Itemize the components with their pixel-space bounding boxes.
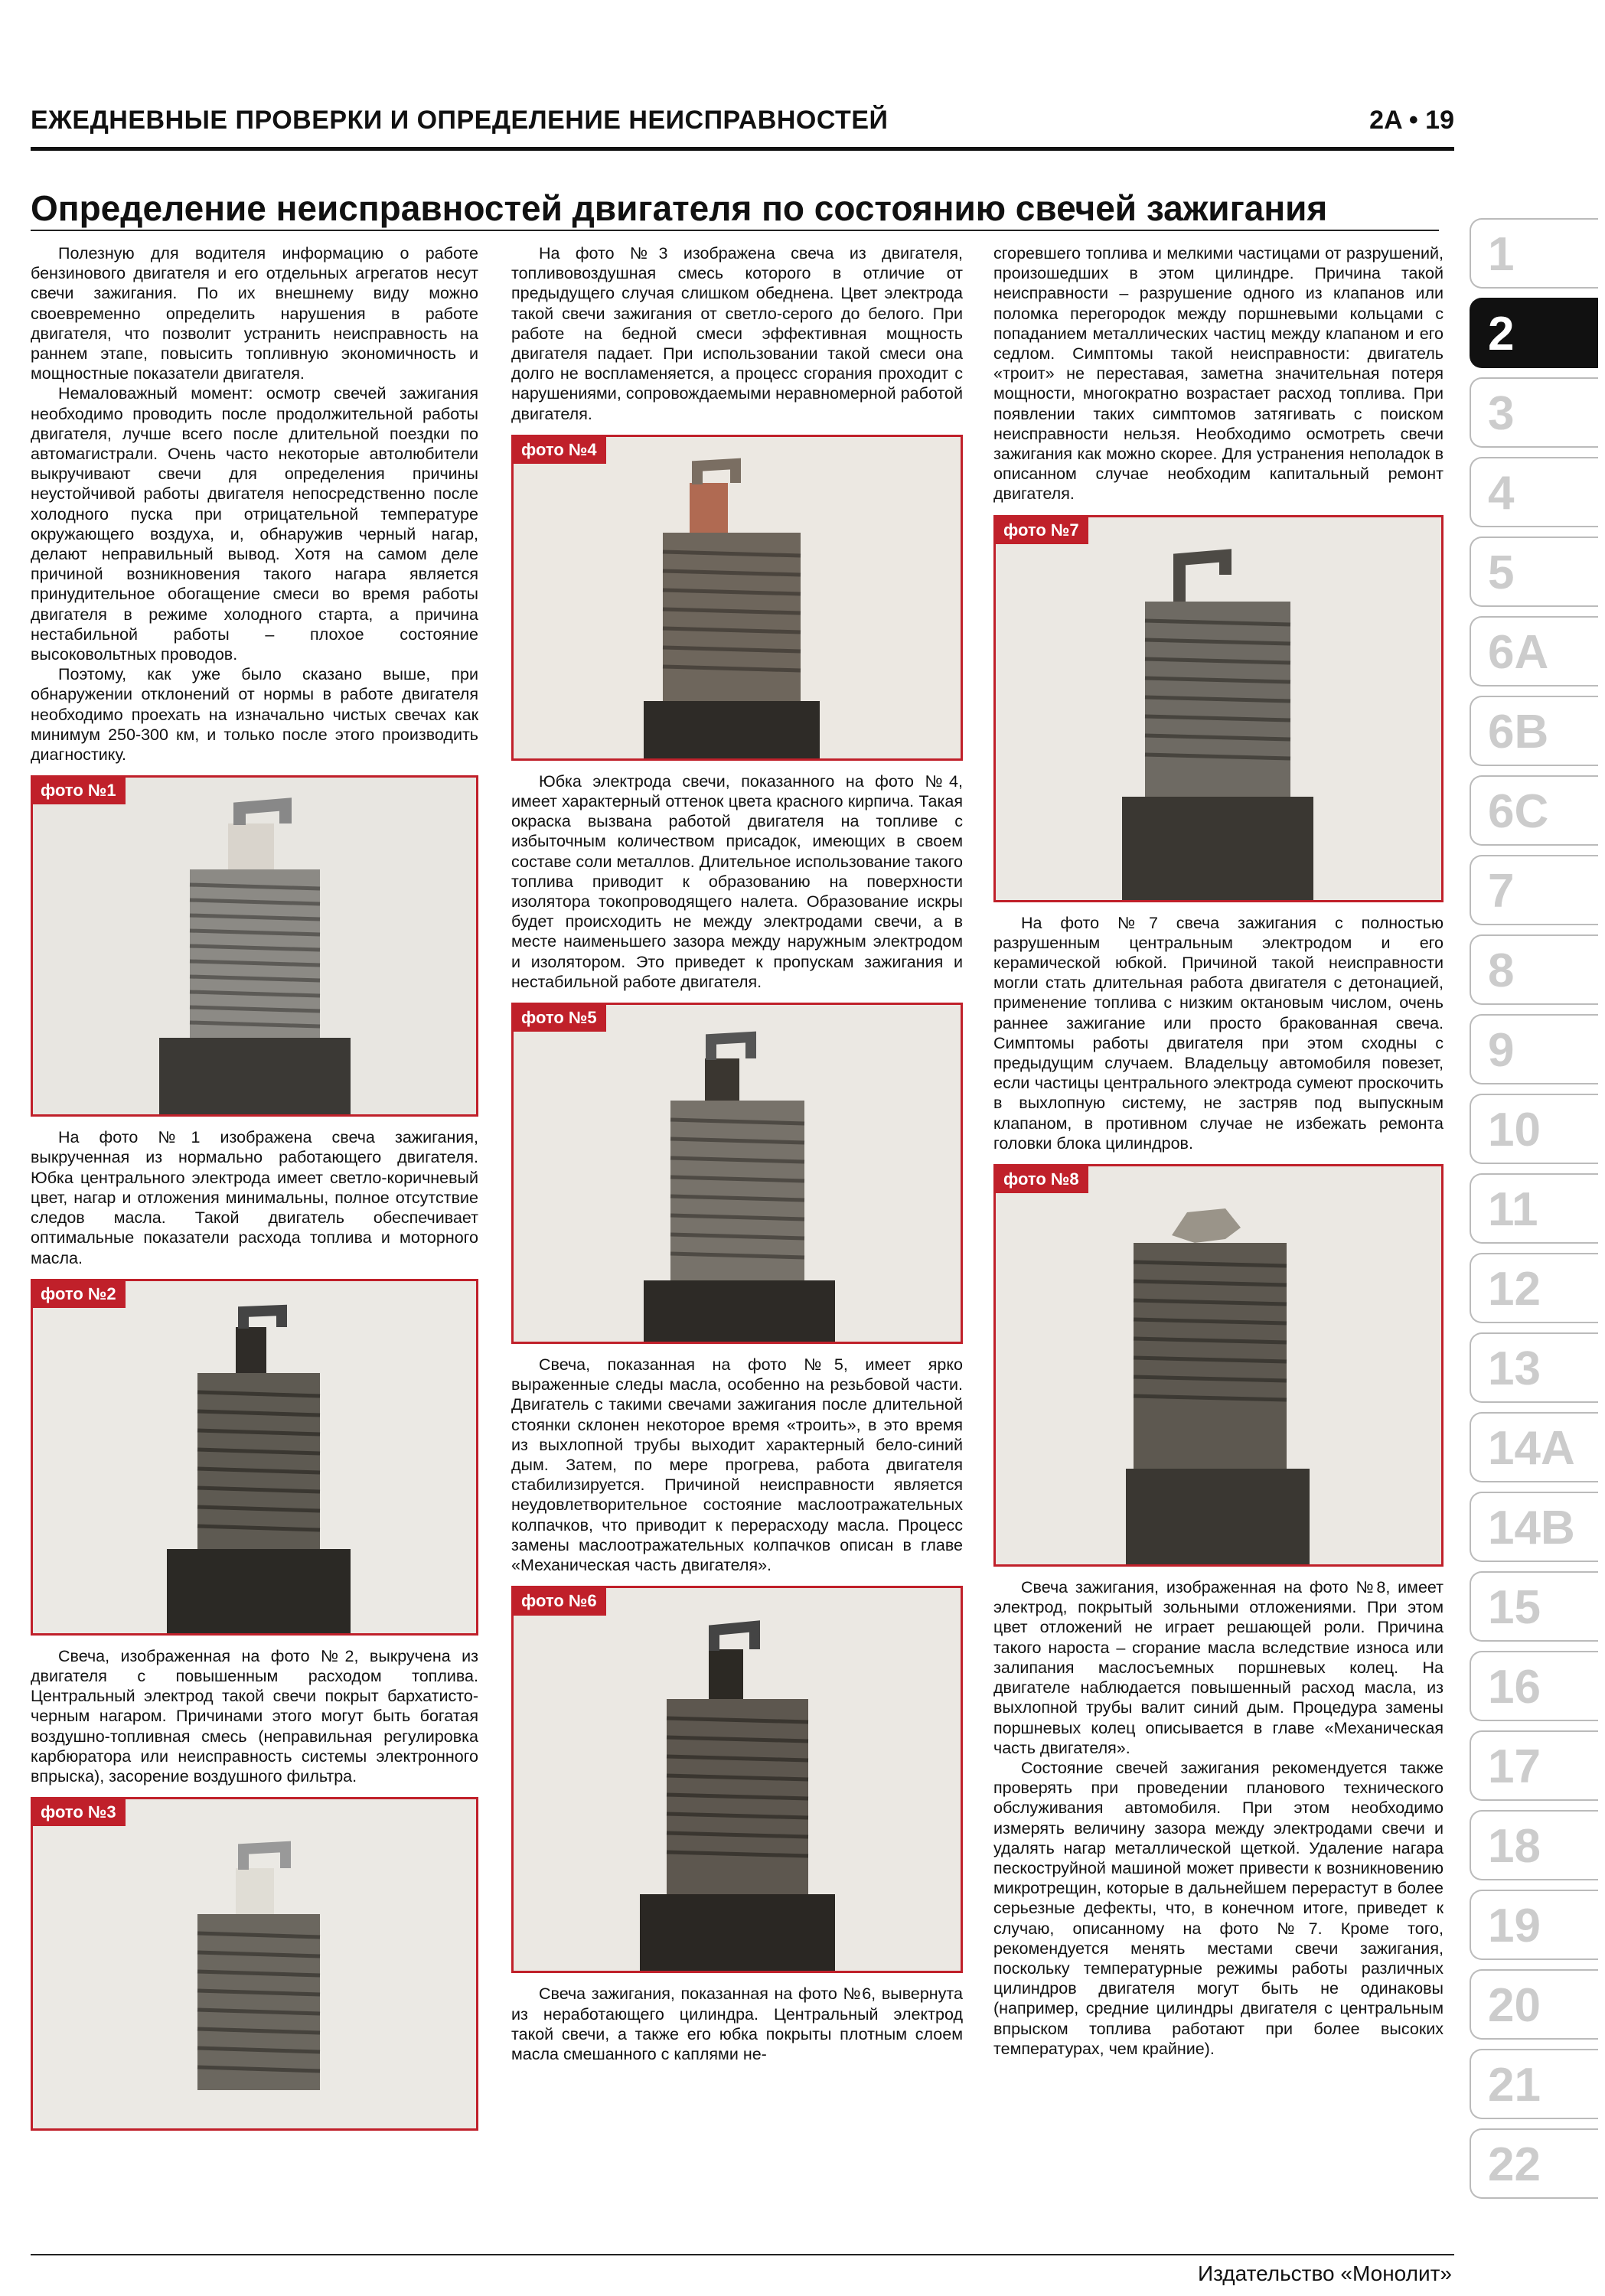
photo-3	[31, 1797, 478, 2131]
photo-1	[31, 775, 478, 1117]
photo-5-caption: Свеча, показанная на фото №5, имеет ярко выраженные следы масла, особенно на резьбовой части. Двигатель с такими свечами зажигания после длительной стоянки склонен некоторое время «троить», в это время из выхлопной трубы выходит характерный бело-синий дым. Затем, по мере прогрева, работа двигателя стабилизируется. Причиной неисправности является неудовлетворительное состояние маслоотражательных колпачков, что приводит к перерасходу масла. Процесс замены маслоотражательных колпачков описан в главе «Механическая часть двигателя».	[511, 1355, 963, 1575]
spark-plug-image	[514, 437, 961, 758]
closing-paragraph: Состояние свечей зажигания рекомендуется также проверять при проведении планового технического обслуживания автомобиля. При этом необходимо измерять величину зазора между электродами свечи и удалять нагар металлической щеткой. Удаление нагара пескоструйной машиной может привести к возникновению микротрещин, которые в дальнейшем перерастут в более серьезные дефекты, что, в конечном итоге, приведет к случаю, описанному на фото №7. Кроме того, рекомендуется менять местами свечи зажигания, поскольку температурные режимы работы различных цилиндров двигателя могут быть не одинаковы (например, средние цилиндры двигателя с центральным впрыском топлива работают при более высоких температурах, чем крайние).	[993, 1758, 1444, 2058]
photo-4	[511, 435, 963, 761]
intro-paragraph-2: Немаловажный момент: осмотр свечей зажигания необходимо проводить после продолжительной работы двигателя, лучше всего после длительной поездки по автомагистрали. Очень часто некоторые автолюбители выкручивают свечи для определения причины неустойчивой работы двигателя непосредственно после холодного пуска при отрицательной температуре окружающего воздуха, и, обнаружив черный нагар, делают неправильный вывод. Хотя на самом деле причиной возникновения такого нагара является принудительное обогащение смеси во время работы двигателя в режиме холодного старта, а причина нестабильной работы – плохое состояние высоковольтных проводов.	[31, 384, 478, 664]
tab-chapter-14a[interactable]: 14A	[1470, 1412, 1598, 1482]
tab-chapter-12[interactable]: 12	[1470, 1253, 1598, 1323]
photo-8-label: фото №8	[996, 1166, 1088, 1193]
photo-6-label: фото №6	[514, 1588, 606, 1615]
photo-3-label: фото №3	[33, 1799, 126, 1826]
photo-6-caption-continued: сгоревшего топлива и мелкими частицами от разрушений, произошедших в этом цилиндре. Причина такой неисправности – разрушение одного из клапанов или поломка перегородок между поршневыми кольцами с попаданием металлических частиц между клапаном и его седлом. Симптомы такой неисправности: двигатель «троит» не переставая, заметна значительная потеря мощности, многократно возрастает расход топлива. При появлении таких симптомов затягивать с поиском неисправности нельзя. Необходимо осмотреть свечи зажигания как можно скорее. Для устранения неполадок в описанном случае необходим капитальный ремонт двигателя.	[993, 244, 1444, 504]
header-rule	[31, 147, 1454, 151]
photo-5	[511, 1003, 963, 1344]
tab-chapter-2[interactable]: 2	[1470, 298, 1598, 368]
tab-chapter-13[interactable]: 13	[1470, 1332, 1598, 1403]
photo-6	[511, 1586, 963, 1973]
spark-plug-image	[996, 1166, 1441, 1564]
tab-chapter-20[interactable]: 20	[1470, 1969, 1598, 2040]
column-1	[31, 243, 478, 2141]
tab-chapter-7[interactable]: 7	[1470, 855, 1598, 925]
column-3	[993, 243, 1444, 2059]
tab-chapter-6b[interactable]: 6B	[1470, 696, 1598, 766]
photo-4-label: фото №4	[514, 437, 606, 464]
spark-plug-image	[514, 1588, 961, 1971]
title-rule	[31, 230, 1439, 231]
tab-chapter-18[interactable]: 18	[1470, 1810, 1598, 1880]
photo-7-caption: На фото №7 свеча зажигания с полностью разрушенным центральным электродом и его керамической юбкой. Причиной такой неисправности могли стать длительная работа двигателя с детонацией, применение топлива с низким октановым числом, очень раннее зажигание или просто бракованная свеча. Симптомы работы двигателя при этом сходны с предыдущим случаем. Владельцу автомобиля повезет, если частицы центрального электрода сумеют проскочить в выхлопную систему, не застряв под выпускным клапаном, в противном случае не избежать ремонта головки блока цилиндров.	[993, 913, 1444, 1153]
tab-chapter-4[interactable]: 4	[1470, 457, 1598, 527]
intro-paragraph-1: Полезную для водителя информацию о работе бензинового двигателя и его отдельных агрегатов несут свечи зажигания. По их внешнему виду можно своевременно определить нарушения в работе двигателя, что позволит устранить неисправность на раннем этапе, повысить топливную экономичность и мощностные показатели двигателя.	[31, 244, 478, 383]
photo-8-caption: Свеча зажигания, изображенная на фото №8, имеет электрод, покрытый зольными отложениями. При этом цвет отложений не играет решающей роли. Причина такого нароста – сгорание масла вследствие износа или залипания маслосъемных поршневых колец. На двигателе наблюдается повышенный расход масла, из выхлопной трубы валит синий дым. Процедура замены поршневых колец описывается в главе «Механическая часть двигателя».	[993, 1578, 1444, 1757]
photo-8	[993, 1164, 1444, 1567]
intro-paragraph-3: Поэтому, как уже было сказано выше, при обнаружении отклонений от нормы в работе двигателя необходимо проехать на изначально чистых свечах как минимум 250-300 км, и только после этого производить диагностику.	[31, 665, 478, 765]
column-2	[511, 243, 963, 2064]
spark-plug-image	[514, 1005, 961, 1342]
photo-2-label: фото №2	[33, 1281, 126, 1308]
tab-chapter-5[interactable]: 5	[1470, 536, 1598, 607]
photo-2	[31, 1279, 478, 1636]
tab-chapter-19[interactable]: 19	[1470, 1890, 1598, 1960]
footer-rule	[31, 2254, 1454, 2255]
photo-1-label: фото №1	[33, 778, 126, 804]
tab-chapter-9[interactable]: 9	[1470, 1014, 1598, 1084]
photo-4-caption: Юбка электрода свечи, показанного на фото №4, имеет характерный оттенок цвета красного кирпича. Такая окраска вызвана работой двигателя на топливе с избыточным количеством присадок, имеющих в своем составе соли металлов. Длительное использование такого топлива приводит к образованию на поверхности изолятора токопроводящего налета. Образование искры будет происходить не между электродами свечи, а в месте наименьшего зазора между наружным электродом и изолятором. Это приведет к пропускам зажигания и нестабильной работе двигателя.	[511, 771, 963, 991]
photo-3-caption: На фото №3 изображена свеча из двигателя, топливовоздушная смесь которого в отличие от предыдущего случая слишком обеднена. Цвет электрода такой свечи зажигания от светло-серого до белого. При работе на бедной смеси эффективная мощность двигателя падает. При использовании такой смеси она долго не воспламеняется, а процесс сгорания проходит с нарушениями, сопровождаемыми неравномерной работой двигателя.	[511, 244, 963, 423]
photo-6-caption: Свеча зажигания, показанная на фото №6, вывернута из неработающего цилиндра. Центральный электрод такой свечи, а также его юбка покрыты плотным слоем масла смешанного с каплями не-	[511, 1985, 963, 2063]
spark-plug-image	[996, 517, 1441, 900]
spark-plug-image	[33, 778, 476, 1114]
photo-2-caption: Свеча, изображенная на фото №2, выкручена из двигателя с повышенным расходом топлива. Центральный электрод такой свечи покрыт бархатисто-черным нагаром. Причинами этого могут быть богатая воздушно-топливная смесь (неправильная регулировка карбюратора или неисправность системы электронного впрыска), засорение воздушного фильтра.	[31, 1646, 478, 1786]
tab-chapter-21[interactable]: 21	[1470, 2049, 1598, 2119]
tab-chapter-22[interactable]: 22	[1470, 2128, 1598, 2199]
article-title: Определение неисправностей двигателя по состоянию свечей зажигания	[31, 188, 1328, 228]
tab-chapter-3[interactable]: 3	[1470, 377, 1598, 448]
photo-5-label: фото №5	[514, 1005, 606, 1032]
tab-chapter-11[interactable]: 11	[1470, 1173, 1598, 1244]
tab-chapter-16[interactable]: 16	[1470, 1651, 1598, 1721]
tab-chapter-6a[interactable]: 6A	[1470, 616, 1598, 687]
spark-plug-image	[33, 1281, 476, 1633]
tab-chapter-8[interactable]: 8	[1470, 934, 1598, 1005]
tab-chapter-15[interactable]: 15	[1470, 1571, 1598, 1642]
photo-7	[993, 515, 1444, 902]
page-number: 2A • 19	[1369, 106, 1454, 135]
photo-1-caption: На фото №1 изображена свеча зажигания, выкрученная из нормально работающего двигателя. Юбка центрального электрода имеет светло-коричневый цвет, нагар и отложения минимальны, полное отсутствие следов масла. Такой двигатель обеспечивает оптимальные показатели расхода топлива и моторного масла.	[31, 1128, 478, 1267]
tab-chapter-17[interactable]: 17	[1470, 1730, 1598, 1801]
tab-chapter-1[interactable]: 1	[1470, 218, 1598, 289]
tab-chapter-10[interactable]: 10	[1470, 1094, 1598, 1164]
publisher: Издательство «Монолит»	[1197, 2262, 1452, 2285]
tab-chapter-14b[interactable]: 14B	[1470, 1492, 1598, 1562]
photo-7-label: фото №7	[996, 517, 1088, 544]
tab-chapter-6c[interactable]: 6C	[1470, 775, 1598, 846]
spark-plug-image	[33, 1799, 476, 2128]
section-title: ЕЖЕДНЕВНЫЕ ПРОВЕРКИ И ОПРЕДЕЛЕНИЕ НЕИСПРАВНОСТЕЙ	[31, 106, 889, 135]
